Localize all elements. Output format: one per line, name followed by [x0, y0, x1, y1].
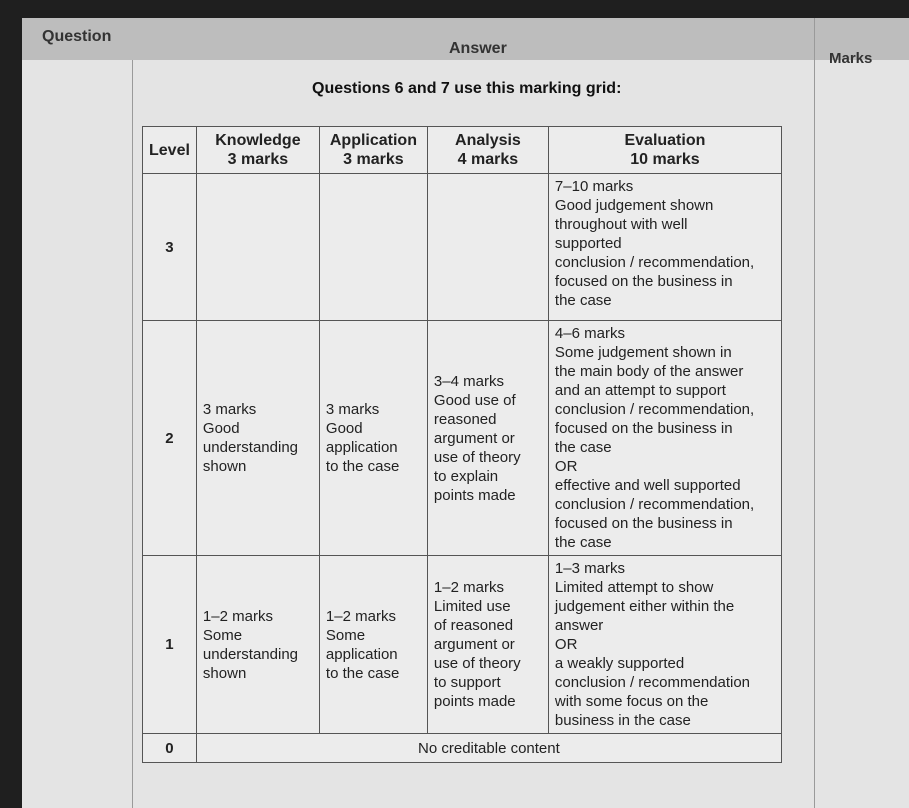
analysis-cell: [427, 556, 548, 734]
evaluation-line: 7–10 marks: [554, 178, 634, 195]
evaluation-line: conclusion / recommendation: [554, 674, 751, 691]
header-bar: [22, 18, 909, 60]
evaluation-column-header: [548, 127, 781, 174]
knowledge-cell: [196, 174, 319, 321]
marks-column: [814, 18, 909, 808]
analysis-line: 1–2 marks: [433, 579, 504, 596]
evaluation-line: business in the case: [554, 712, 691, 729]
evaluation-line: supported: [554, 235, 622, 252]
application-line: Some: [325, 626, 366, 644]
application-cell: [319, 321, 427, 556]
analysis-line: to explain: [433, 467, 499, 485]
application-column-header: [319, 127, 427, 174]
evaluation-line: focused on the business in: [554, 420, 733, 437]
level-header-label: Level: [149, 141, 190, 159]
evaluation-line: OR: [554, 458, 578, 475]
table-row-level-3: [143, 174, 782, 321]
application-line: Good: [325, 420, 363, 437]
application-cell: [319, 174, 427, 321]
analysis-line: argument or: [433, 636, 515, 653]
question-column: [22, 60, 133, 808]
evaluation-line: 4–6 marks: [554, 325, 625, 342]
knowledge-line: Good: [202, 420, 240, 437]
evaluation-line: Some judgement shown in: [554, 344, 732, 361]
analysis-line: argument or: [433, 429, 515, 447]
table-row-level-2: [143, 321, 782, 556]
evaluation-line: focused on the business in: [554, 273, 733, 290]
application-cell: [319, 556, 427, 734]
analysis-line: Good use of: [433, 391, 516, 409]
marks-header: Marks: [829, 50, 873, 67]
knowledge-header-label: Knowledge: [215, 132, 301, 149]
analysis-line: 3–4 marks: [433, 372, 504, 390]
evaluation-line: conclusion / recommendation,: [554, 254, 755, 271]
evaluation-line: 1–3 marks: [554, 560, 625, 577]
evaluation-line: conclusion / recommendation,: [554, 401, 755, 418]
analysis-line: use of theory: [433, 448, 521, 466]
level-cell: 1: [143, 556, 197, 734]
knowledge-line: understanding: [202, 439, 298, 456]
evaluation-line: effective and well supported: [554, 477, 741, 494]
application-line: 3 marks: [325, 401, 380, 418]
analysis-line: use of theory: [433, 655, 521, 672]
evaluation-cell: [548, 174, 781, 321]
level-cell: 2: [143, 321, 197, 556]
marking-scheme-page: [22, 18, 909, 808]
evaluation-header-marks: 10 marks: [630, 151, 700, 168]
application-header-marks: 3 marks: [343, 151, 404, 168]
analysis-header-label: Analysis: [455, 132, 521, 149]
analysis-header-marks: 4 marks: [457, 151, 519, 168]
knowledge-line: understanding: [202, 645, 298, 663]
table-row-level-0: [143, 734, 782, 763]
knowledge-line: Some: [202, 626, 243, 644]
question-header: Question: [42, 28, 112, 45]
evaluation-line: the case: [554, 534, 612, 551]
evaluation-line: a weakly supported: [554, 655, 685, 672]
application-line: application: [325, 645, 398, 663]
evaluation-cell: [548, 321, 781, 556]
knowledge-line: shown: [202, 664, 247, 682]
analysis-line: points made: [433, 486, 516, 504]
knowledge-cell: [196, 556, 319, 734]
level-cell: 0: [143, 734, 197, 763]
evaluation-cell: [548, 556, 781, 734]
knowledge-line: 3 marks: [202, 401, 257, 418]
knowledge-column-header: [196, 127, 319, 174]
evaluation-line: Good judgement shown: [554, 197, 714, 214]
analysis-line: to support: [433, 674, 501, 691]
knowledge-line: shown: [202, 458, 247, 475]
evaluation-line: judgement either within the: [554, 598, 735, 615]
application-line: application: [325, 439, 398, 456]
evaluation-line: the case: [554, 292, 612, 309]
grid-subheading: Questions 6 and 7 use this marking grid:: [312, 80, 622, 97]
analysis-line: Limited use: [433, 598, 511, 615]
analysis-line: points made: [433, 693, 516, 710]
evaluation-line: the case: [554, 439, 612, 456]
application-line: 1–2 marks: [325, 607, 396, 625]
evaluation-line: OR: [554, 636, 578, 653]
evaluation-line: Limited attempt to show: [554, 579, 714, 596]
knowledge-cell: [196, 321, 319, 556]
analysis-line: reasoned: [433, 410, 497, 428]
evaluation-line: focused on the business in: [554, 515, 733, 532]
evaluation-line: and an attempt to support: [554, 382, 726, 399]
analysis-column-header: [427, 127, 548, 174]
analysis-cell: [427, 174, 548, 321]
application-line: to the case: [325, 458, 400, 475]
knowledge-header-marks: 3 marks: [227, 151, 289, 168]
grid-header-row: [143, 127, 782, 174]
application-line: to the case: [325, 664, 400, 682]
knowledge-line: 1–2 marks: [202, 607, 273, 625]
table-row-level-1: [143, 556, 782, 734]
no-creditable-content: No creditable content: [196, 734, 781, 763]
evaluation-line: answer: [554, 617, 604, 634]
evaluation-header-label: Evaluation: [624, 132, 706, 149]
evaluation-line: the main body of the answer: [554, 363, 744, 380]
answer-header: Answer: [449, 40, 507, 57]
level-column-header: [143, 127, 197, 174]
evaluation-line: conclusion / recommendation,: [554, 496, 755, 513]
marking-grid: [142, 126, 782, 763]
analysis-cell: [427, 321, 548, 556]
evaluation-line: with some focus on the: [554, 693, 709, 710]
evaluation-line: throughout with well: [554, 216, 688, 233]
analysis-line: of reasoned: [433, 617, 514, 634]
level-cell: 3: [143, 174, 197, 321]
application-header-label: Application: [329, 132, 417, 149]
